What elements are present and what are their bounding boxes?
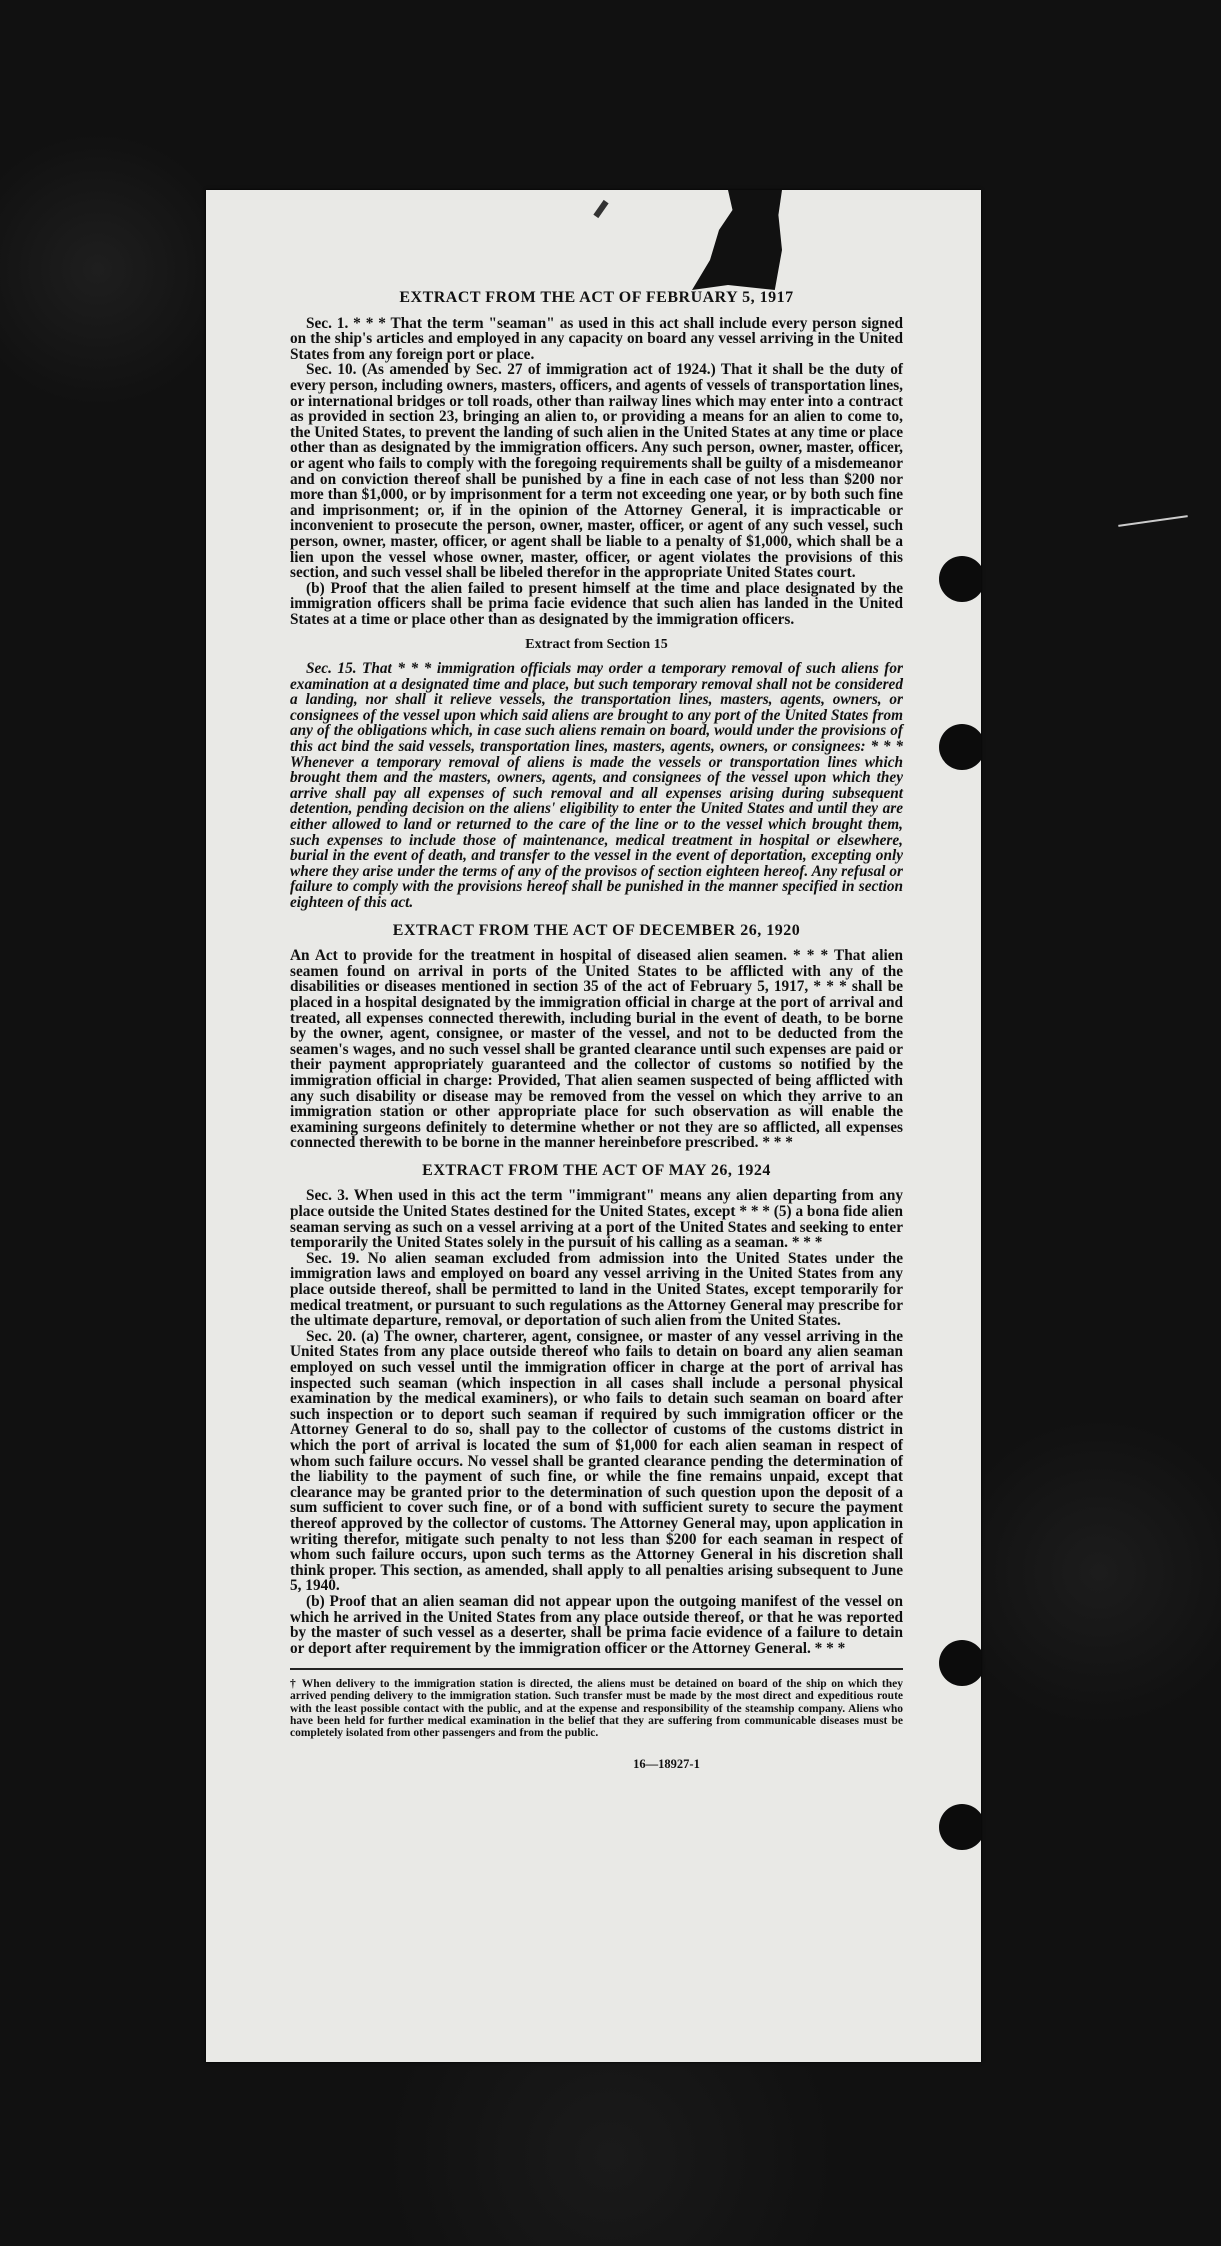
document-page: [206, 190, 981, 2062]
punch-hole: [939, 1640, 981, 1686]
paragraph: (b) Proof that an alien seaman did not appear upon the outgoing manifest of the vessel on which he arrived in the United States from any place outside thereof, or that he was reported by the master of such vessel as a deserter, shall be prima facie evidence of a failure to detain or deport after requirement by the immigration officer or the Attorney General. * * *: [290, 1592, 903, 1657]
torn-corner: [692, 190, 782, 290]
form-number: 16—18927-1: [633, 1757, 700, 1772]
section-heading: EXTRACT FROM THE ACT OF MAY 26, 1924: [422, 1161, 771, 1179]
punch-hole: [939, 1804, 981, 1850]
paragraph: Sec. 19. No alien seaman excluded from admission into the United States under the immigration laws and employed on board any vessel arriving in the United States from any place outside thereof, shall be permitted to land in the United States, except temporarily for medical treatment, or pursuant to such regulations as the Attorney General may prescribe for the ultimate departure, removal, or deportation of such alien from the United States.: [290, 1249, 903, 1330]
footnote-divider: [290, 1668, 903, 1670]
footnote: † When delivery to the immigration station is directed, the aliens must be detained on board of the ship on which they arrived pending delivery to the immigration station. Such transfer must be made by the most direct and expeditious route with the least possible contact with the public, and at the expense and responsibility of the steamship company. Aliens who have been held for further medical examination in the belief that they are suffering from communicable diseases must be completely isolated from other passengers and from the public.: [290, 1678, 903, 1740]
section-heading: EXTRACT FROM THE ACT OF FEBRUARY 5, 1917: [399, 289, 794, 306]
paragraph: Sec. 3. When used in this act the term "immigrant" means any alien departing from any place outside the United States destined for the United States, except * * * (5) a bona fide alien seaman serving as such on a vessel arriving at a port of the United States and seeking to enter temporarily the United States solely in the pursuit of his calling as a seaman. * * *: [290, 1187, 903, 1252]
paragraph: Sec. 20. (a) The owner, charterer, agent, consignee, or master of any vessel arriving in the United States from any place outside thereof who fails to detain on board any alien seaman employed on such vessel until the immigration officer in charge at the port of arrival has inspected such seaman (which inspection in all cases shall include a personal physical examination by the medical examiners), or who fails to detain such seaman on board after such inspection or to deport such seaman if required by such immigration officer or the Attorney General to do so, shall pay to the collector of customs of the customs district in which the port of arrival is located the sum of $1,000 for each alien seaman in respect of whom such failure occurs. No vessel shall be granted clearance pending the determination of the liability to the payment of such fine, or while the fine remains unpaid, except that clearance may be granted prior to the determination of such question upon the deposit of a sum sufficient to cover such fine, or of a bond with sufficient surety to secure the payment thereof approved by the collector of customs. The Attorney General may, upon application in writing therefor, mitigate such penalty to not less than $200 for each seaman in respect of whom such failure occurs, upon such terms as the Attorney General in his discretion shall think proper. This section, as amended, shall apply to all penalties arising subsequent to June 5, 1940.: [290, 1327, 903, 1595]
punch-hole: [939, 556, 981, 602]
paragraph: An Act to provide for the treatment in hospital of diseased alien seamen. * * * That alien seamen found on arrival in ports of the United States to be afflicted with any of the disabilities or diseases mentioned in section 35 of the act of February 5, 1917, * * * shall be placed in a hospital designated by the immigration official in charge at the port of arrival and treated, all expenses connected therewith, including burial in the event of death, to be borne by the owner, agent, consignee, or master of the vessel, and not to be deducted from the seamen's wages, and no such vessel shall be granted clearance until such expenses are paid or their payment appropriately guaranteed and the collector of customs so notified by the immigration official in charge: Provided, That alien seamen suspected of being afflicted with any such disability or disease may be removed from the vessel on which they arrive to an immigration station or other appropriate place for such observation as will enable the examining surgeons definitely to determine whether or not they are so afflicted, all expenses connected therewith to be borne in the manner hereinbefore prescribed. * * *: [290, 947, 903, 1152]
section-subheading: Extract from Section 15: [525, 637, 668, 653]
smudge-mark: [593, 200, 608, 218]
document-body: [290, 290, 903, 1773]
paragraph: Sec. 1. * * * That the term "seaman" as used in this act shall include every person signed on the ship's articles and employed in any capacity on board any vessel arriving in the United States from any foreign port or place.: [290, 314, 903, 363]
paragraph: (b) Proof that the alien failed to present himself at the time and place designated by the immigration officers shall be prima facie evidence that such alien has landed in the United States at a time or place other than as designated by the immigration officers.: [290, 579, 903, 628]
section-heading: EXTRACT FROM THE ACT OF DECEMBER 26, 1920: [392, 921, 801, 939]
punch-hole: [939, 724, 981, 770]
paragraph: Sec. 10. (As amended by Sec. 27 of immigration act of 1924.) That it shall be the duty of every person, including owners, masters, officers, and agents of vessels of transportation lines, or international bridges or toll roads, other than railway lines which may enter into a contract as provided in section 23, bringing an alien to, or providing a means for an alien to come to, the United States, to prevent the landing of such alien in the United States at any time or place other than as designated by the immigration officers. Any such person, owner, master, officer, or agent who fails to comply with the foregoing requirements shall be guilty of a misdemeanor and on conviction thereof shall be punished by a fine in each case of not less than $200 nor more than $1,000, or by imprisonment for a term not exceeding one year, or by both such fine and imprisonment; or, if in the opinion of the Attorney General, it is impracticable or inconvenient to prosecute the person, owner, master, officer, or agent of any such vessel, such person, owner, master, officer, or agent shall be liable to a penalty of $1,000, which shall be a lien upon the vessel whose owner, master, officer, or agent violates the provisions of this section, and such vessel shall be libeled therefor in the appropriate United States court.: [290, 361, 903, 582]
paragraph: Sec. 15. That * * * immigration officials may order a temporary removal of such aliens for examination at a designated time and place, but such temporary removal shall not be considered a landing, nor shall it relieve vessels, the transportation lines, masters, agents, owners, or consignees of the vessel upon which said aliens are brought to any port of the United States from any of the obligations which, in case such aliens remain on board, would under the provisions of this act bind the said vessels, transportation lines, masters, agents, owners, or consignees: * * * Whenever a temporary removal of aliens is made the vessels or transportation lines which brought them and the masters, owners, agents, and consignees of the vessel upon which they arrive shall pay all expenses of such removal and all expenses arising during subsequent detention, pending decision on the aliens' eligibility to enter the United States and until they are either allowed to land or returned to the care of the line or to the vessel which brought them, such expenses to include those of maintenance, medical treatment in hospital or elsewhere, burial in the event of death, and transfer to the vessel in the event of deportation, excepting only where they arise under the terms of any of the provisos of section eighteen hereof. Any refusal or failure to comply with the provisions hereof shall be punished in the manner specified in section eighteen of this act.: [290, 660, 903, 911]
